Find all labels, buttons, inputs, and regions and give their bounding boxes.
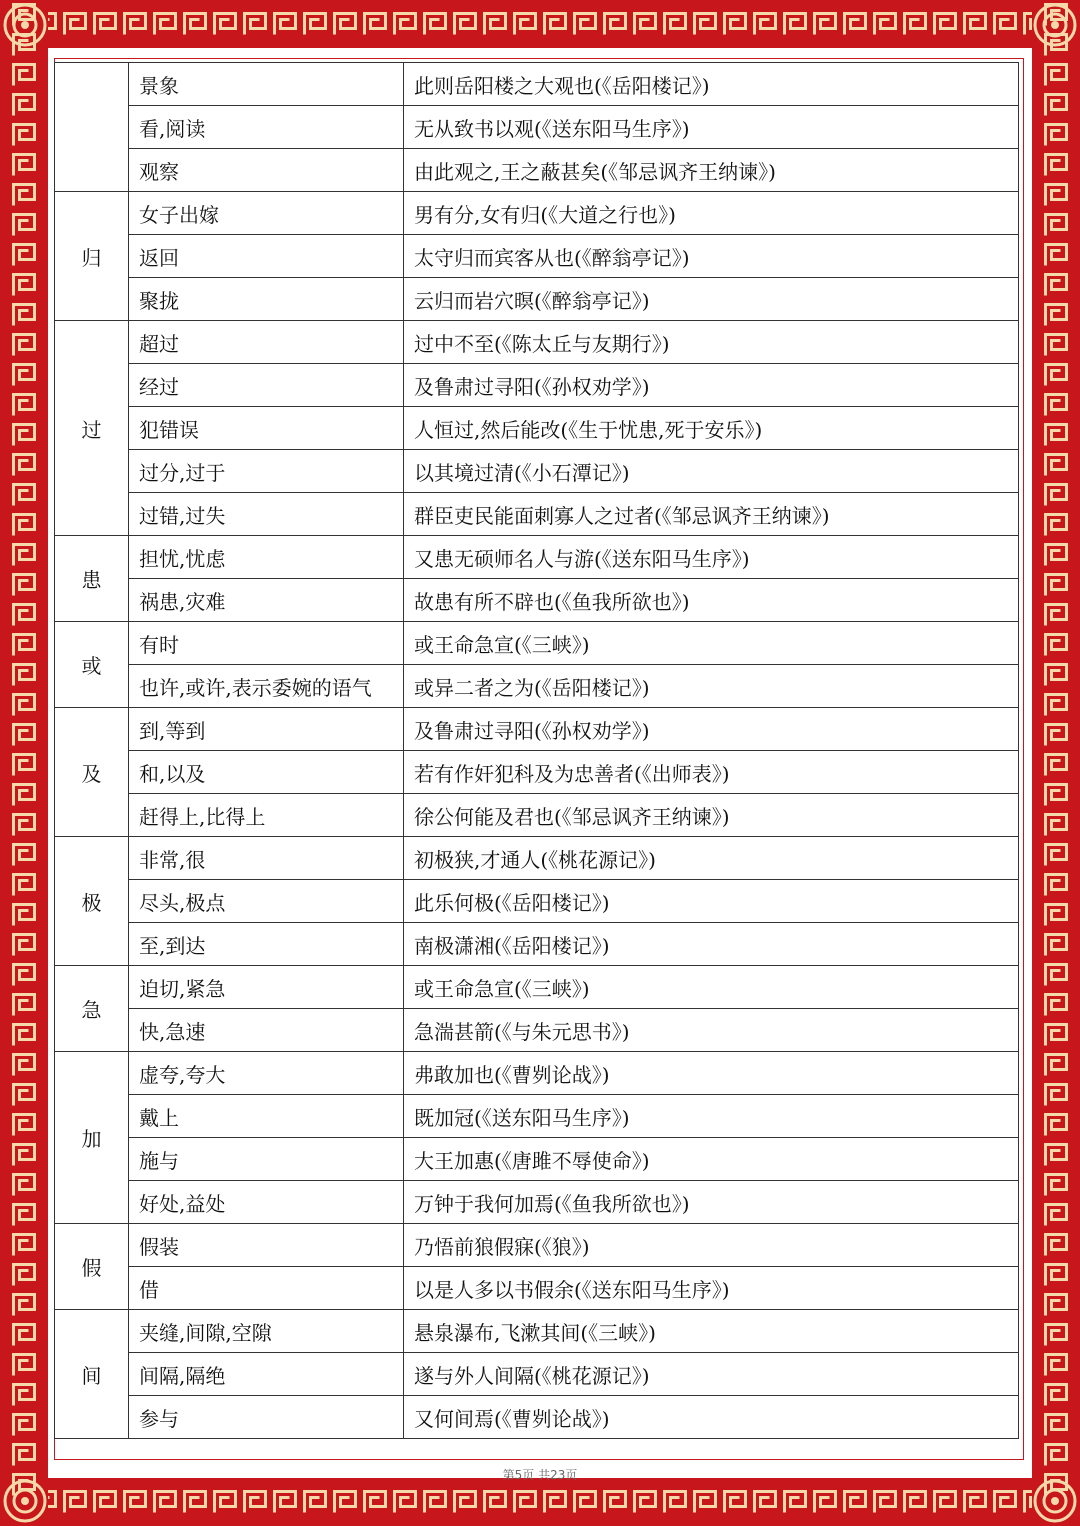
meaning-cell: 至,到达 <box>129 923 404 966</box>
table-row <box>55 579 1019 622</box>
headword-cell: 加 <box>55 1052 129 1224</box>
meaning-cell: 到,等到 <box>129 708 404 751</box>
example-cell: 遂与外人间隔(《桃花源记》) <box>404 1353 1019 1396</box>
table-row <box>55 794 1019 837</box>
meaning-cell: 参与 <box>129 1396 404 1439</box>
meaning-cell: 赶得上,比得上 <box>129 794 404 837</box>
example-cell: 南极潇湘(《岳阳楼记》) <box>404 923 1019 966</box>
example-cell: 以其境过清(《小石潭记》) <box>404 450 1019 493</box>
example-cell: 故患有所不辟也(《鱼我所欲也》) <box>404 579 1019 622</box>
corner-ornament-icon <box>1032 2 1078 48</box>
table-row <box>55 1095 1019 1138</box>
example-cell: 徐公何能及君也(《邹忌讽齐王纳谏》) <box>404 794 1019 837</box>
example-cell: 万钟于我何加焉(《鱼我所欲也》) <box>404 1181 1019 1224</box>
headword-cell: 或 <box>55 622 129 708</box>
meaning-cell: 尽头,极点 <box>129 880 404 923</box>
example-cell: 大王加惠(《唐雎不辱使命》) <box>404 1138 1019 1181</box>
example-cell: 太守归而宾客从也(《醉翁亭记》) <box>404 235 1019 278</box>
table-row <box>55 321 1019 364</box>
table-row <box>55 1396 1019 1439</box>
meaning-cell: 女子出嫁 <box>129 192 404 235</box>
vocabulary-table <box>54 62 1019 1439</box>
example-cell: 或王命急宣(《三峡》) <box>404 966 1019 1009</box>
table-row <box>55 493 1019 536</box>
example-cell: 及鲁肃过寻阳(《孙权劝学》) <box>404 364 1019 407</box>
table-row <box>55 923 1019 966</box>
example-cell: 又患无硕师名人与游(《送东阳马生序》) <box>404 536 1019 579</box>
meaning-cell: 聚拢 <box>129 278 404 321</box>
table-row <box>55 751 1019 794</box>
example-cell: 由此观之,王之蔽甚矣(《邹忌讽齐王纳谏》) <box>404 149 1019 192</box>
meaning-cell: 过错,过失 <box>129 493 404 536</box>
example-cell: 人恒过,然后能改(《生于忧患,死于安乐》) <box>404 407 1019 450</box>
corner-ornament-icon <box>2 1478 48 1524</box>
table-row <box>55 407 1019 450</box>
headword-cell <box>55 63 129 192</box>
meaning-cell: 施与 <box>129 1138 404 1181</box>
table-row <box>55 536 1019 579</box>
example-cell: 弗敢加也(《曹刿论战》) <box>404 1052 1019 1095</box>
table-row <box>55 450 1019 493</box>
document-page <box>48 48 1032 1482</box>
example-cell: 以是人多以书假余(《送东阳马生序》) <box>404 1267 1019 1310</box>
meaning-cell: 过分,过于 <box>129 450 404 493</box>
table-row <box>55 1181 1019 1224</box>
table-row <box>55 63 1019 106</box>
table-row <box>55 708 1019 751</box>
table-row <box>55 837 1019 880</box>
meaning-cell: 观察 <box>129 149 404 192</box>
table-row <box>55 966 1019 1009</box>
example-cell: 若有作奸犯科及为忠善者(《出师表》) <box>404 751 1019 794</box>
table-row <box>55 192 1019 235</box>
table-row <box>55 1052 1019 1095</box>
page-footer: 第5页 共23页 <box>502 1468 578 1482</box>
meaning-cell: 戴上 <box>129 1095 404 1138</box>
table-row <box>55 278 1019 321</box>
headword-cell: 及 <box>55 708 129 837</box>
table-row <box>55 1009 1019 1052</box>
meaning-cell: 虚夸,夸大 <box>129 1052 404 1095</box>
meaning-cell: 犯错误 <box>129 407 404 450</box>
example-cell: 又何间焉(《曹刿论战》) <box>404 1396 1019 1439</box>
meaning-cell: 非常,很 <box>129 837 404 880</box>
headword-cell: 患 <box>55 536 129 622</box>
meaning-cell: 快,急速 <box>129 1009 404 1052</box>
corner-ornament-icon <box>1032 1478 1078 1524</box>
meaning-cell: 也许,或许,表示委婉的语气 <box>129 665 404 708</box>
example-cell: 男有分,女有归(《大道之行也》) <box>404 192 1019 235</box>
meaning-cell: 经过 <box>129 364 404 407</box>
example-cell: 急湍甚箭(《与朱元思书》) <box>404 1009 1019 1052</box>
example-cell: 过中不至(《陈太丘与友期行》) <box>404 321 1019 364</box>
table-row <box>55 665 1019 708</box>
example-cell: 无从致书以观(《送东阳马生序》) <box>404 106 1019 149</box>
corner-ornament-icon <box>2 2 48 48</box>
example-cell: 此则岳阳楼之大观也(《岳阳楼记》) <box>404 63 1019 106</box>
decorative-border-left <box>0 0 48 1526</box>
example-cell: 或王命急宣(《三峡》) <box>404 622 1019 665</box>
headword-cell: 归 <box>55 192 129 321</box>
table-row <box>55 1224 1019 1267</box>
table-row <box>55 1353 1019 1396</box>
meaning-cell: 祸患,灾难 <box>129 579 404 622</box>
meaning-cell: 假装 <box>129 1224 404 1267</box>
example-cell: 群臣吏民能面刺寡人之过者(《邹忌讽齐王纳谏》) <box>404 493 1019 536</box>
meaning-cell: 好处,益处 <box>129 1181 404 1224</box>
meaning-cell: 借 <box>129 1267 404 1310</box>
headword-cell: 急 <box>55 966 129 1052</box>
table-row <box>55 364 1019 407</box>
table-row <box>55 1138 1019 1181</box>
meaning-cell: 和,以及 <box>129 751 404 794</box>
table-row <box>55 880 1019 923</box>
headword-cell: 间 <box>55 1310 129 1439</box>
meaning-cell: 看,阅读 <box>129 106 404 149</box>
example-cell: 此乐何极(《岳阳楼记》) <box>404 880 1019 923</box>
example-cell: 乃悟前狼假寐(《狼》) <box>404 1224 1019 1267</box>
headword-cell: 假 <box>55 1224 129 1310</box>
table-row <box>55 106 1019 149</box>
table-row <box>55 235 1019 278</box>
example-cell: 或异二者之为(《岳阳楼记》) <box>404 665 1019 708</box>
meaning-cell: 迫切,紧急 <box>129 966 404 1009</box>
decorative-border-top <box>0 0 1080 48</box>
meaning-cell: 担忧,忧虑 <box>129 536 404 579</box>
table-row <box>55 622 1019 665</box>
table-row <box>55 1310 1019 1353</box>
meaning-cell: 景象 <box>129 63 404 106</box>
meaning-cell: 有时 <box>129 622 404 665</box>
example-cell: 悬泉瀑布,飞漱其间(《三峡》) <box>404 1310 1019 1353</box>
example-cell: 初极狭,才通人(《桃花源记》) <box>404 837 1019 880</box>
headword-cell: 过 <box>55 321 129 536</box>
example-cell: 云归而岩穴暝(《醉翁亭记》) <box>404 278 1019 321</box>
meaning-cell: 夹缝,间隙,空隙 <box>129 1310 404 1353</box>
meaning-cell: 间隔,隔绝 <box>129 1353 404 1396</box>
table-row <box>55 1267 1019 1310</box>
meaning-cell: 超过 <box>129 321 404 364</box>
decorative-border-bottom <box>0 1478 1080 1526</box>
headword-cell: 极 <box>55 837 129 966</box>
example-cell: 既加冠(《送东阳马生序》) <box>404 1095 1019 1138</box>
table-row <box>55 149 1019 192</box>
decorative-border-right <box>1032 0 1080 1526</box>
meaning-cell: 返回 <box>129 235 404 278</box>
example-cell: 及鲁肃过寻阳(《孙权劝学》) <box>404 708 1019 751</box>
